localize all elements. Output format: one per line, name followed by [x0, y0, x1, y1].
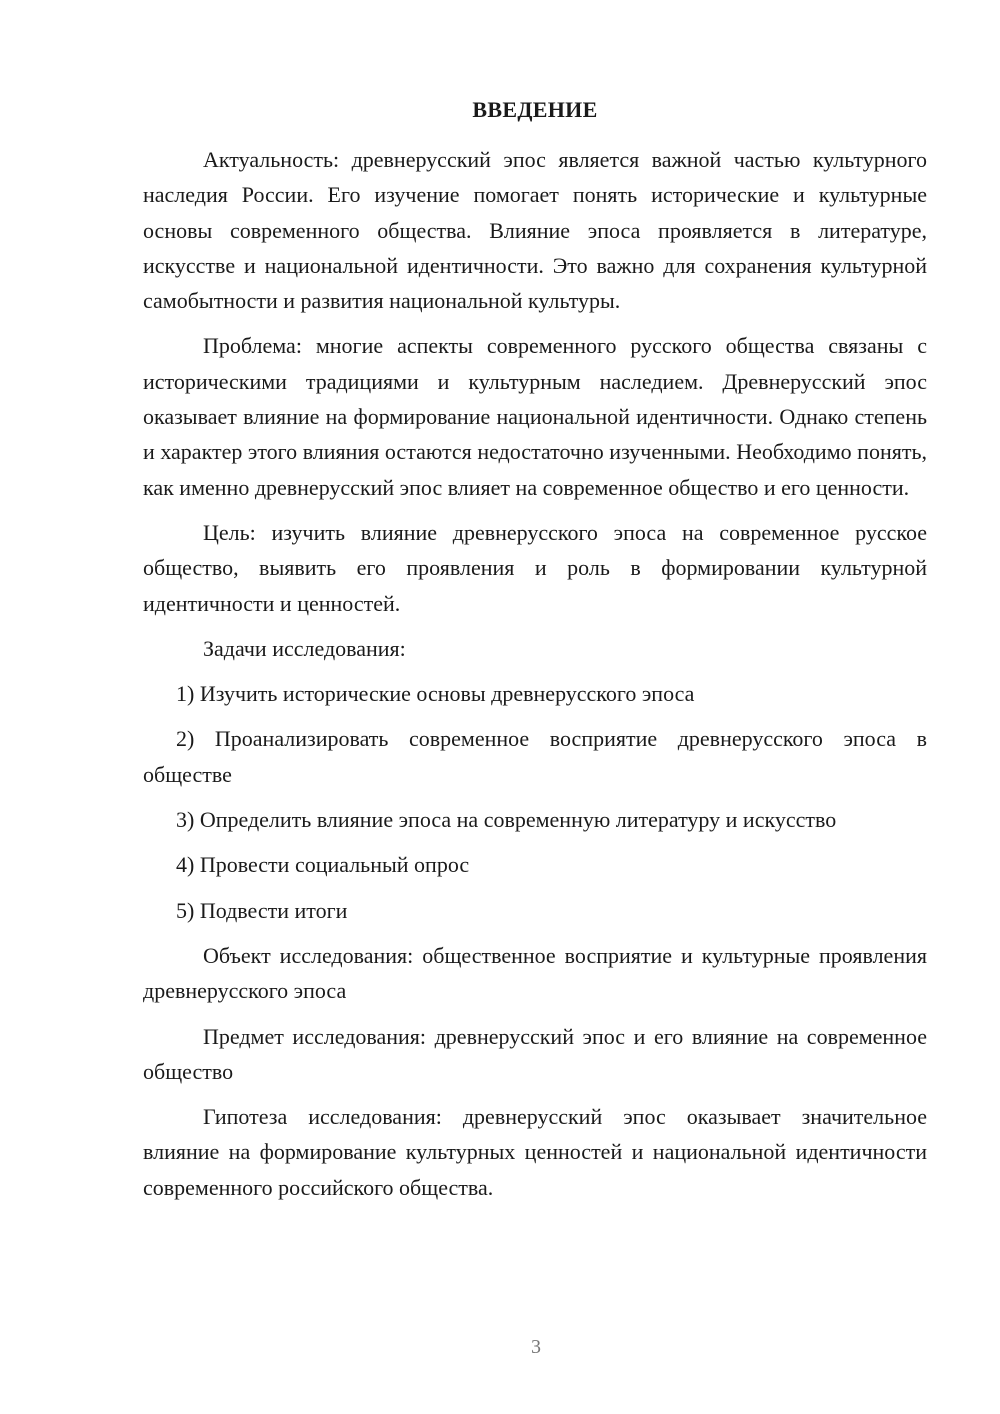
- task-item-2: 2) Проанализировать современное восприятие древнерусского эпоса в обществе: [143, 726, 927, 787]
- paragraph-problem: Проблема: многие аспекты современного русского общества связаны с историческими традициями и культурным наследием. Древнерусский эпос оказывает влияние на формирование национальной идентичности. Однако степень и характер этого влияния остаются недостаточно изученными. Необходимо понять, как именно древнерусский эпос влияет на современное общество и его ценности.: [143, 333, 927, 500]
- tasks-heading: Задачи исследования:: [203, 635, 406, 661]
- task-item-4: 4) Провести социальный опрос: [176, 852, 470, 878]
- paragraph-hypothesis: Гипотеза исследования: древнерусский эпос оказывает значительное влияние на формирование культурных ценностей и национальной идентичности современного российского общества.: [143, 1104, 927, 1200]
- paragraph-goal: Цель: изучить влияние древнерусского эпоса на современное русское общество, выявить его проявления и роль в формировании культурной идентичности и ценностей.: [143, 519, 927, 616]
- task-item-1: 1) Изучить исторические основы древнерусского эпоса: [176, 681, 695, 707]
- paragraph-relevance: Актуальность: древнерусский эпос является важной частью культурного наследия России. Его изучение помогает понять исторические и культурные основы современного общества. Влияние эпоса проявляется в литературе, искусстве и национальной идентичности. Это важно для сохранения культурной самобытности и развития национальной культуры.: [143, 147, 927, 314]
- task-item-3: 3) Определить влияние эпоса на современную литературу и искусство: [176, 807, 837, 833]
- page-title: ВВЕДЕНИЕ: [472, 97, 598, 122]
- page-number: 3: [531, 1336, 541, 1358]
- document-page: [143, 94, 927, 1215]
- paragraph-object: Объект исследования: общественное восприятие и культурные проявления древнерусского эпоса: [143, 942, 927, 1004]
- paragraph-subject: Предмет исследования: древнерусский эпос и его влияние на современное общество: [143, 1023, 927, 1084]
- task-item-5: 5) Подвести итоги: [176, 897, 348, 923]
